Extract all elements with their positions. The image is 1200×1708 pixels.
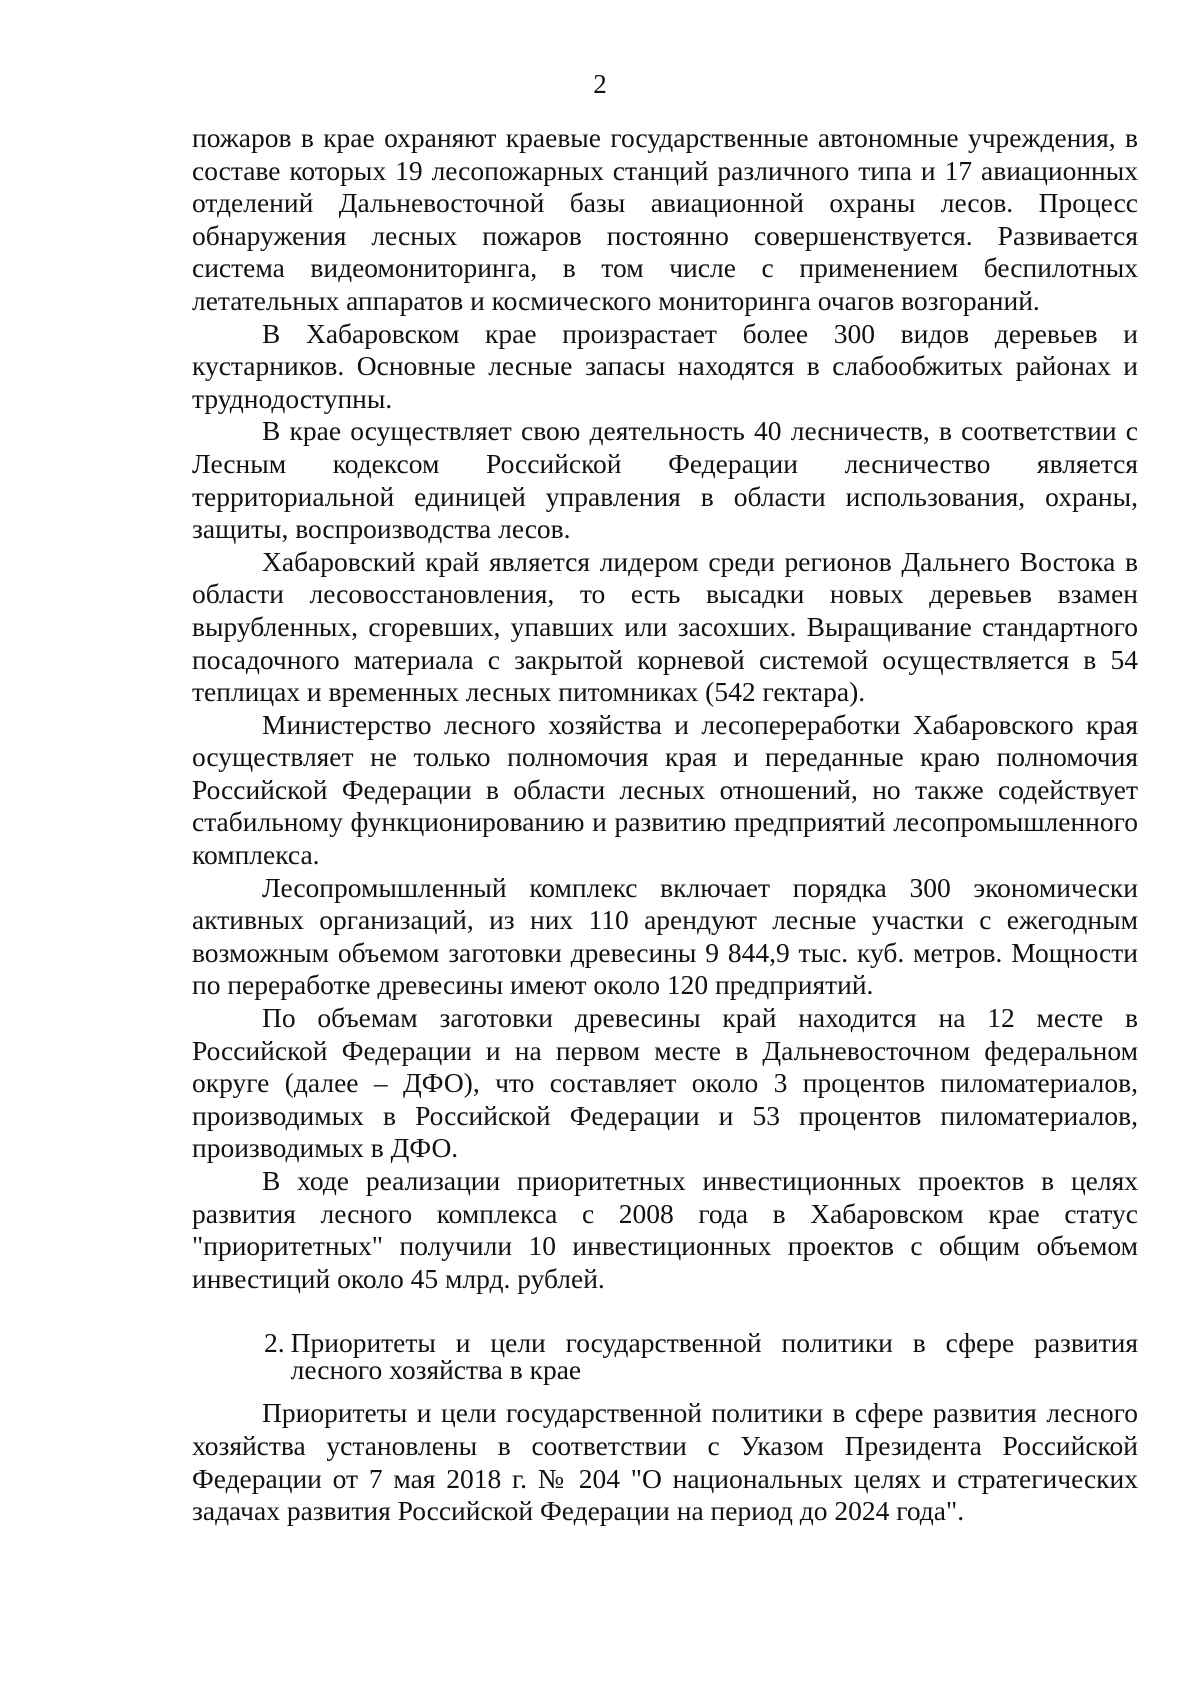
document-body (192, 122, 1138, 1528)
page-number: 2 (593, 69, 607, 99)
section-number: 2. (264, 1327, 285, 1359)
paragraph-continuation: пожаров в крае охраняют краевые государственные автономные учреждения, в составе которых 19 лесопожарных станций различного типа и 17 авиационных отделений Дальневосточной базы авиационной охраны лесов. Процесс обнаружения лесных пожаров постоянно совершенствуется. Развивается система видеомониторинга, в том числе с применением беспилотных летательных аппаратов и космического мониторинга очагов возгораний. (192, 122, 1138, 316)
paragraph: В крае осуществляет свою деятельность 40 лесничеств, в соответствии с Лесным кодексом Российской Федерации лесничество является территориальной единицей управления в области использования, охраны, защиты, воспроизводства лесов. (192, 415, 1138, 545)
paragraph: В ходе реализации приоритетных инвестиционных проектов в целях развития лесного комплекса с 2008 года в Хабаровском крае статус "приоритетных" получили 10 инвестиционных проектов с общим объемом инвестиций около 45 млрд. рублей. (192, 1165, 1138, 1294)
paragraph: Приоритеты и цели государственной политики в сфере развития лесного хозяйства установлены в соответствии с Указом Президента Российской Федерации от 7 мая 2018 г. № 204 "О национальных целях и стратегических задачах развития Российской Федерации на период до 2024 года". (192, 1397, 1138, 1527)
section-heading (192, 1327, 1138, 1386)
paragraph: Министерство лесного хозяйства и лесопереработки Хабаровского края осуществляет не только полномочия края и переданные краю полномочия Российской Федерации в области лесных отношений, но также содействует стабильному функционированию и развитию предприятий лесопромышленного комплекса. (192, 708, 1138, 871)
section-title: Приоритеты и цели государственной политики в сфере развития лесного хозяйства в крае (290, 1327, 1138, 1386)
paragraph: По объемам заготовки древесины край находится на 12 месте в Российской Федерации и на первом месте в Дальневосточном федеральном округе (далее – ДФО), что составляет около 3 процентов пиломатериалов, производимых в Российской Федерации и 53 процентов пиломатериалов, производимых в ДФО. (192, 1002, 1138, 1164)
paragraph: Хабаровский край является лидером среди регионов Дальнего Востока в области лесовосстановления, то есть высадки новых деревьев взамен вырубленных, сгоревших, упавших или засохших. Выращивание стандартного посадочного материала с закрытой корневой системой осуществляется в 54 теплицах и временных лесных питомниках (542 гектара). (192, 545, 1138, 708)
paragraph: Лесопромышленный комплекс включает порядка 300 экономически активных организаций, из них 110 арендуют лесные участки с ежегодным возможным объемом заготовки древесины 9 844,9 тыс. куб. метров. Мощности по переработке древесины имеют около 120 предприятий. (192, 871, 1138, 1001)
paragraph: В Хабаровском крае произрастает более 300 видов деревьев и кустарников. Основные лесные запасы находятся в слабообжитых районах и труднодоступны. (192, 317, 1138, 414)
